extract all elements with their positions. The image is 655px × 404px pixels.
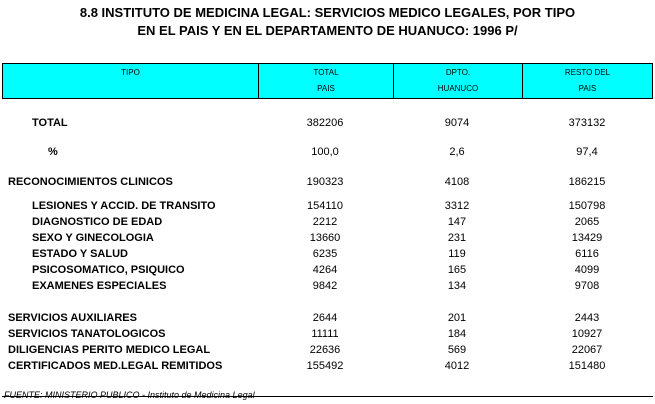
cell-dpto-huanuco: 134 <box>447 280 467 292</box>
cell-total-pais: 13660 <box>309 232 341 244</box>
table-row-servicios-tanatologicos <box>2 326 653 342</box>
table-title-line-2: EN EL PAIS Y EN EL DEPARTAMENTO DE HUANUCO: 1996 P/ <box>137 23 518 38</box>
cell-resto-del-pais: 22067 <box>571 344 603 356</box>
cell-total-pais: 382206 <box>306 117 344 129</box>
cell-resto-del-pais: 2443 <box>574 312 600 324</box>
table-row-certificados <box>2 358 653 374</box>
table-row-estado-y-salud <box>2 246 653 262</box>
row-label: RECONOCIMIENTOS CLINICOS <box>8 176 173 188</box>
row-label: LESIONES Y ACCID. DE TRANSITO <box>32 200 216 212</box>
cell-resto-del-pais: 97,4 <box>576 146 598 158</box>
table-row-diagnostico-de-edad <box>2 214 653 230</box>
cell-dpto-huanuco: 2,6 <box>449 146 465 158</box>
cell-resto-del-pais: 9708 <box>574 280 600 292</box>
cell-total-pais: 154110 <box>307 200 343 212</box>
cell-total-pais: 9842 <box>312 280 338 292</box>
cell-total-pais: 11111 <box>311 328 339 340</box>
cell-resto-del-pais: 6116 <box>575 248 599 260</box>
table-header <box>2 64 653 99</box>
cell-dpto-huanuco: 4108 <box>444 176 470 188</box>
cell-total-pais: 2644 <box>312 312 338 324</box>
table-row-reconocimientos-clinicos <box>2 174 653 190</box>
cell-total-pais: 100,0 <box>311 146 339 158</box>
table-row-lesiones <box>2 198 653 214</box>
cell-total-pais: 190323 <box>306 176 344 188</box>
cell-total-pais: 4264 <box>312 264 338 276</box>
row-label: ESTADO Y SALUD <box>32 248 128 260</box>
table-title-line-1: 8.8 INSTITUTO DE MEDICINA LEGAL: SERVICIOS MEDICO LEGALES, POR TIPO <box>79 5 576 20</box>
cell-resto-del-pais: 13429 <box>571 232 603 244</box>
cell-resto-del-pais: 373132 <box>568 117 606 129</box>
cell-dpto-huanuco: 9074 <box>444 117 470 129</box>
row-label: CERTIFICADOS MED.LEGAL REMITIDOS <box>8 360 223 372</box>
cell-dpto-huanuco: 3312 <box>444 200 470 212</box>
cell-dpto-huanuco: 569 <box>447 344 467 356</box>
cell-dpto-huanuco: 165 <box>447 264 467 276</box>
row-label: DIAGNOSTICO DE EDAD <box>32 216 163 228</box>
table-row-total <box>2 115 653 131</box>
column-header-dpto-line-1: DPTO. <box>445 68 471 77</box>
table-row-diligencias-perito <box>2 342 653 358</box>
cell-total-pais: 2212 <box>312 216 338 228</box>
column-header-tipo-label: TIPO <box>121 68 140 77</box>
row-label: EXAMENES ESPECIALES <box>32 280 167 292</box>
column-header-resto-line-1: RESTO DEL <box>564 68 611 77</box>
cell-resto-del-pais: 150798 <box>568 200 606 212</box>
cell-dpto-huanuco: 119 <box>448 248 466 260</box>
row-label: PSICOSOMATICO, PSIQUICO <box>32 264 185 276</box>
column-header-total-line-1: TOTAL <box>313 68 339 77</box>
row-label: TOTAL <box>32 117 68 129</box>
cell-dpto-huanuco: 231 <box>447 232 467 244</box>
column-header-tipo <box>2 64 258 98</box>
cell-resto-del-pais: 4099 <box>574 264 600 276</box>
cell-total-pais: 22636 <box>309 344 341 356</box>
cell-dpto-huanuco: 184 <box>447 328 467 340</box>
table-row-examenes-especiales <box>2 278 653 294</box>
cell-total-pais: 155492 <box>306 360 344 372</box>
statistics-table <box>2 63 653 397</box>
column-header-resto-del-pais <box>522 64 653 98</box>
cell-total-pais: 6235 <box>312 248 338 260</box>
row-label: DILIGENCIAS PERITO MEDICO LEGAL <box>8 344 211 356</box>
cell-dpto-huanuco: 201 <box>447 312 467 324</box>
row-label: SERVICIOS AUXILIARES <box>8 312 137 324</box>
table-row-sexo-y-ginecologia <box>2 230 653 246</box>
column-header-dpto-huanuco <box>393 64 522 98</box>
column-header-dpto-line-2: HUANUCO <box>437 84 479 93</box>
row-label: SERVICIOS TANATOLOGICOS <box>8 328 166 340</box>
table-row-psicosomatico <box>2 262 653 278</box>
table-row-servicios-auxiliares <box>2 310 653 326</box>
column-header-resto-line-2: PAIS <box>578 84 597 93</box>
source-footnote: FUENTE: MINISTERIO PUBLICO - Instituto de Medicina Legal <box>4 390 255 400</box>
column-header-total-line-2: PAIS <box>317 84 335 93</box>
column-header-total-pais <box>258 64 393 98</box>
cell-dpto-huanuco: 147 <box>447 216 467 228</box>
cell-resto-del-pais: 151480 <box>568 360 606 372</box>
row-label: SEXO Y GINECOLOGIA <box>32 232 154 244</box>
cell-resto-del-pais: 186215 <box>568 176 606 188</box>
cell-resto-del-pais: 10927 <box>571 328 603 340</box>
cell-resto-del-pais: 2065 <box>574 216 600 228</box>
cell-dpto-huanuco: 4012 <box>444 360 470 372</box>
row-label: % <box>48 146 58 158</box>
table-row-percent <box>2 144 653 160</box>
